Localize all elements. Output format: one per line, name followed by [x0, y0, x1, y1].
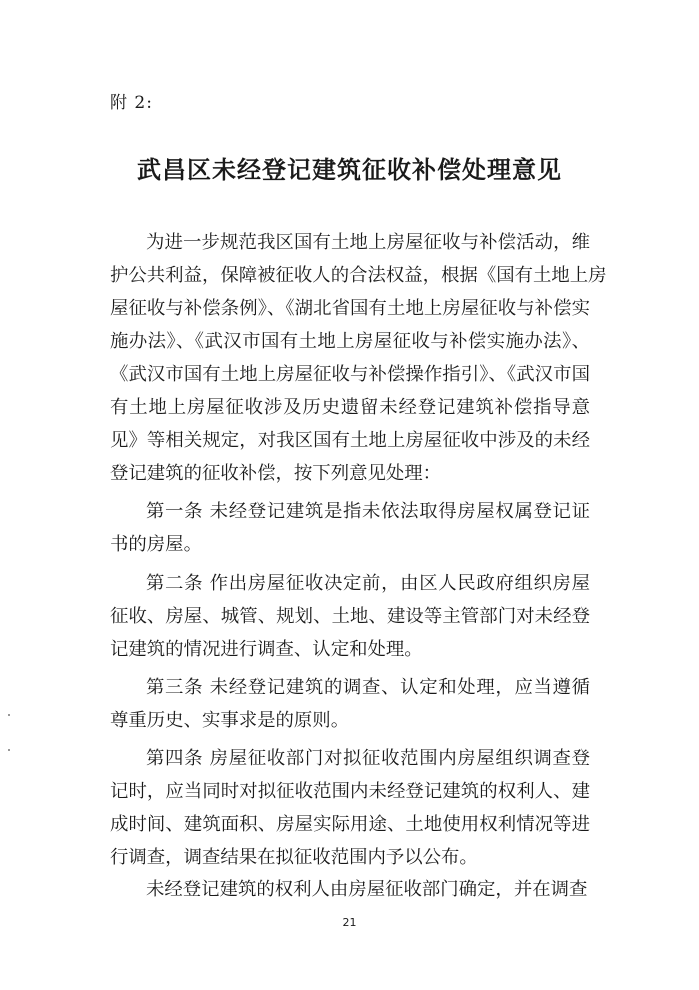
- body-line: 屋征收与补偿条例》、《湖北省国有土地上房屋征收与补偿实: [110, 298, 590, 319]
- article-line: 行调查，调查结果在拟征收范围内予以公布。: [110, 847, 478, 868]
- body-line: 《武汉市国有土地上房屋征收与补偿操作指引》、《武汉市国: [110, 364, 590, 385]
- article-line: 书的房屋。: [110, 534, 202, 555]
- article-line: 第四条 房屋征收部门对拟征收范围内房屋组织调查登: [146, 748, 590, 769]
- article-line: 第一条 未经登记建筑是指未依法取得房屋权属登记证: [146, 501, 590, 522]
- article-line: 第三条 未经登记建筑的调查、认定和处理，应当遵循: [146, 677, 590, 698]
- article-line: 尊重历史、实事求是的原则。: [110, 710, 350, 731]
- scan-speck: [8, 714, 10, 716]
- scan-speck: [8, 749, 10, 751]
- article-line: 第二条 作出房屋征收决定前，由区人民政府组织房屋: [146, 573, 590, 594]
- body-line: 见》等相关规定，对我区国有土地上房屋征收中涉及的未经: [110, 430, 590, 451]
- body-line: 为进一步规范我区国有土地上房屋征收与补偿活动，维: [146, 232, 590, 253]
- body-line: 登记建筑的征收补偿，按下列意见处理：: [110, 463, 442, 484]
- article-line: 记时，应当同时对拟征收范围内未经登记建筑的权利人、建: [110, 781, 590, 802]
- attachment-label: 附 2:: [110, 93, 153, 113]
- article-line: 成时间、建筑面积、房屋实际用途、土地使用权利情况等进: [110, 814, 590, 835]
- article-line: 征收、房屋、城管、规划、土地、建设等主管部门对未经登: [110, 606, 590, 627]
- article-line: 记建筑的情况进行调查、认定和处理。: [110, 639, 423, 660]
- body-line: 未经登记建筑的权利人由房屋征收部门确定，并在调查: [146, 879, 588, 900]
- body-line: 护公共利益，保障被征收人的合法权益，根据《国有土地上房: [110, 265, 607, 286]
- page-number: 21: [342, 916, 357, 929]
- body-line: 有土地上房屋征收涉及历史遗留未经登记建筑补偿指导意: [110, 397, 590, 418]
- document-title: 武昌区未经登记建筑征收补偿处理意见: [137, 156, 562, 184]
- body-line: 施办法》、《武汉市国有土地上房屋征收与补偿实施办法》、: [110, 331, 590, 352]
